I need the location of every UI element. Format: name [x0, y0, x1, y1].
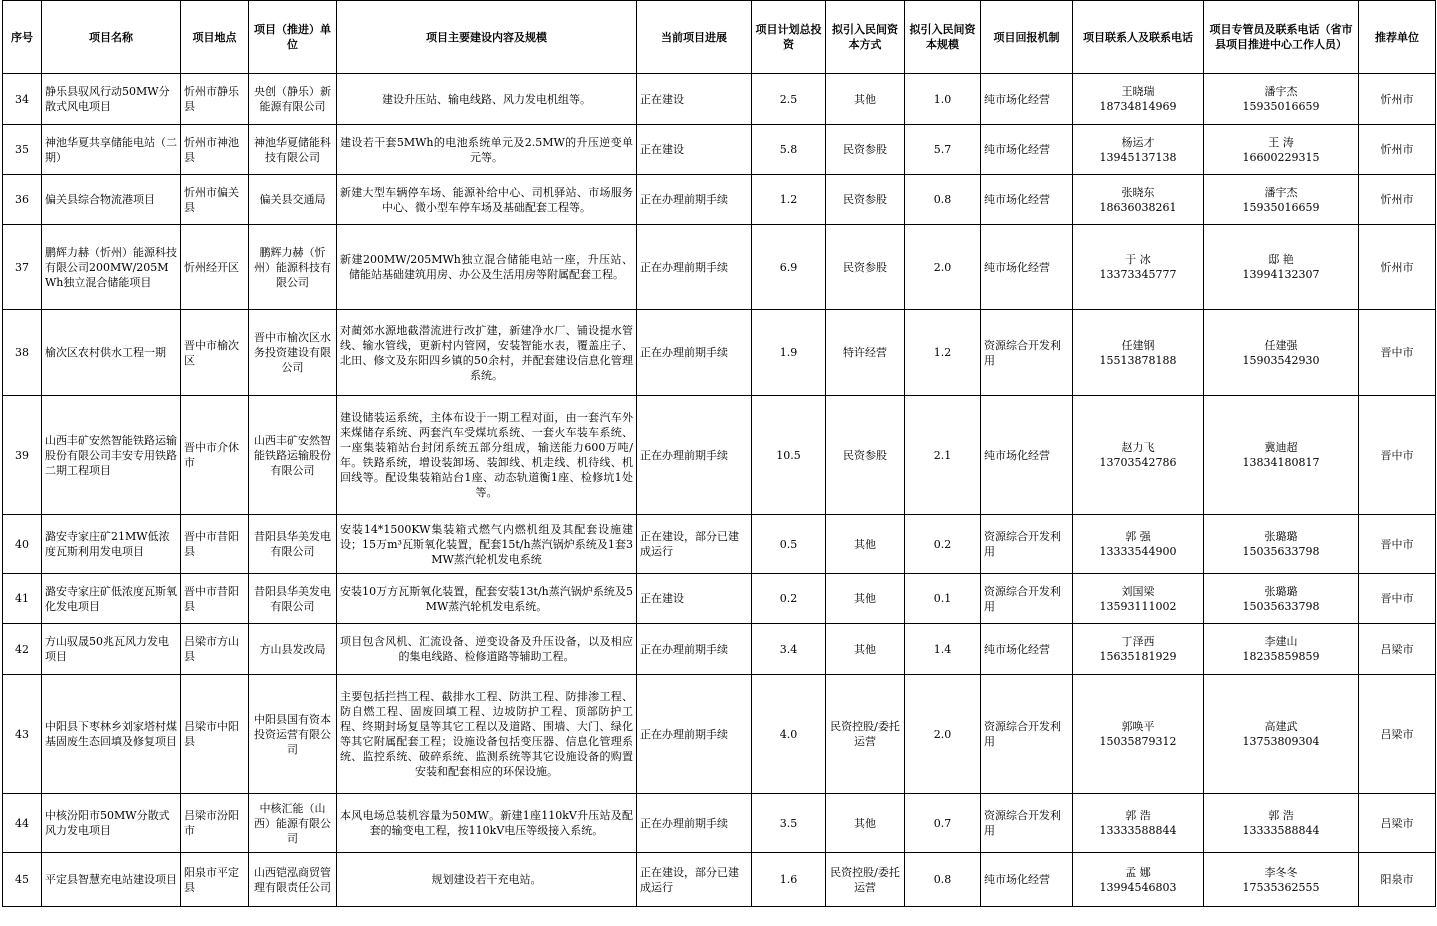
return-mechanism-cell: 纯市场化经营: [981, 175, 1073, 225]
project-name-cell: 榆次区农村供水工程一期: [42, 310, 181, 396]
planned-investment-cell: 1.2: [752, 175, 826, 225]
project-manager-phone: 15035633798: [1242, 599, 1320, 613]
recommending-unit-cell: 吕梁市: [1359, 794, 1436, 853]
row-number-cell: 43: [3, 675, 42, 794]
planned-investment-cell: 10.5: [752, 396, 826, 515]
recommending-unit-cell: 晋中市: [1359, 310, 1436, 396]
capital-scale-cell: 1.0: [905, 74, 981, 125]
project-name-cell: 平定县智慧充电站建设项目: [42, 853, 181, 907]
contact-person-phone: 18636038261: [1099, 200, 1177, 214]
capital-mode-cell: 民资参股: [826, 396, 905, 515]
contact-person-cell: [1073, 574, 1204, 624]
project-manager-phone: 17535362555: [1242, 880, 1320, 894]
project-manager-phone: 15935016659: [1242, 200, 1320, 214]
project-manager-cell: [1204, 396, 1359, 515]
project-manager-name: 李建山: [1264, 635, 1298, 648]
capital-scale-cell: 0.7: [905, 794, 981, 853]
project-unit-cell: 晋中市榆次区水务投资建设有限公司: [249, 310, 337, 396]
project-name-cell: 方山驭晟50兆瓦风力发电项目: [42, 624, 181, 675]
capital-mode-cell: 民资控股/委托运营: [826, 853, 905, 907]
contact-person-phone: 15513878188: [1099, 353, 1177, 367]
project-location-cell: 忻州市偏关县: [181, 175, 249, 225]
project-name-cell: 神池华夏共享储能电站（二期）: [42, 125, 181, 175]
project-progress-cell: 正在办理前期手续: [637, 794, 752, 853]
project-manager-name: 李冬冬: [1264, 865, 1298, 879]
contact-person-name: 孟 娜: [1125, 865, 1151, 879]
return-mechanism-cell: 纯市场化经营: [981, 125, 1073, 175]
project-manager-phone: 15935016659: [1242, 100, 1320, 113]
project-manager-cell: [1204, 74, 1359, 125]
contact-person-name: 王晓瑞: [1121, 85, 1155, 98]
contact-person-name: 于 冰: [1125, 253, 1151, 266]
contact-person-phone: 13373345777: [1099, 268, 1177, 281]
contact-person-name: 杨运才: [1121, 135, 1155, 149]
contact-person-name: 郭 强: [1125, 530, 1151, 543]
return-mechanism-cell: 纯市场化经营: [981, 225, 1073, 310]
contact-person-cell: [1073, 125, 1204, 175]
capital-mode-cell: 其他: [826, 794, 905, 853]
capital-mode-cell: 民资参股: [826, 125, 905, 175]
return-mechanism-cell: 纯市场化经营: [981, 853, 1073, 907]
contact-person-phone: 15035879312: [1099, 735, 1177, 748]
construction-content-cell: 新建大型车辆停车场、能源补给中心、司机驿站、市场服务中心、微小型车停车场及基础配套工程等。: [337, 175, 637, 225]
capital-mode-cell: 其他: [826, 74, 905, 125]
project-table: [2, 0, 1436, 907]
project-manager-phone: 16600229315: [1242, 150, 1320, 164]
capital-scale-cell: 2.0: [905, 675, 981, 794]
row-number-cell: 34: [3, 74, 42, 125]
project-location-cell: 晋中市昔阳县: [181, 574, 249, 624]
project-name-cell: 潞安寺家庄矿21MW低浓度瓦斯利用发电项目: [42, 515, 181, 574]
return-mechanism-cell: 资源综合开发利用: [981, 310, 1073, 396]
capital-mode-cell: 民资参股: [826, 225, 905, 310]
recommending-unit-cell: 晋中市: [1359, 574, 1436, 624]
contact-person-cell: [1073, 225, 1204, 310]
project-location-cell: 晋中市介休市: [181, 396, 249, 515]
planned-investment-cell: 3.4: [752, 624, 826, 675]
contact-person-cell: [1073, 310, 1204, 396]
contact-person-phone: 13333588844: [1099, 824, 1177, 837]
column-header: 项目地点: [181, 1, 249, 74]
project-name-cell: 偏关县综合物流港项目: [42, 175, 181, 225]
project-manager-phone: 13753809304: [1242, 735, 1320, 748]
row-number-cell: 36: [3, 175, 42, 225]
return-mechanism-cell: 资源综合开发利用: [981, 794, 1073, 853]
row-number-cell: 37: [3, 225, 42, 310]
table-row: [3, 794, 1436, 853]
return-mechanism-cell: 资源综合开发利用: [981, 574, 1073, 624]
return-mechanism-cell: 资源综合开发利用: [981, 515, 1073, 574]
project-unit-cell: 山西铠泓商贸管理有限责任公司: [249, 853, 337, 907]
project-manager-cell: [1204, 853, 1359, 907]
capital-mode-cell: 特许经营: [826, 310, 905, 396]
project-manager-cell: [1204, 624, 1359, 675]
capital-mode-cell: 其他: [826, 574, 905, 624]
column-header: 项目回报机制: [981, 1, 1073, 74]
return-mechanism-cell: 资源综合开发利用: [981, 675, 1073, 794]
contact-person-name: 张晓东: [1121, 185, 1155, 199]
project-unit-cell: 昔阳县华美发电有限公司: [249, 574, 337, 624]
column-header: 项目（推进）单位: [249, 1, 337, 74]
column-header: 项目联系人及联系电话: [1073, 1, 1204, 74]
recommending-unit-cell: 吕梁市: [1359, 624, 1436, 675]
column-header: 项目名称: [42, 1, 181, 74]
project-manager-name: 张璐璐: [1264, 584, 1298, 598]
project-unit-cell: 方山县发改局: [249, 624, 337, 675]
table-row: [3, 853, 1436, 907]
planned-investment-cell: 2.5: [752, 74, 826, 125]
project-manager-name: 冀迪超: [1264, 441, 1298, 454]
contact-person-phone: 13994546803: [1099, 880, 1177, 894]
construction-content-cell: 对蔺郊水源地截潜流进行改扩建，新建净水厂、铺设提水管线、输水管线，更新村内管网，安装智能水表，覆盖庄子、北田、修文及东阳四乡镇的50余村，并配套建设信息化管理系统。: [337, 310, 637, 396]
contact-person-cell: [1073, 675, 1204, 794]
table-row: [3, 624, 1436, 675]
planned-investment-cell: 3.5: [752, 794, 826, 853]
table-row: [3, 310, 1436, 396]
contact-person-cell: [1073, 624, 1204, 675]
project-manager-phone: 13994132307: [1242, 268, 1320, 281]
project-progress-cell: 正在建设，部分已建成运行: [637, 515, 752, 574]
contact-person-phone: 13333544900: [1099, 545, 1177, 558]
contact-person-name: 丁泽西: [1121, 635, 1155, 648]
table-row: [3, 675, 1436, 794]
project-unit-cell: 央创（静乐）新能源有限公司: [249, 74, 337, 125]
project-manager-cell: [1204, 310, 1359, 396]
project-unit-cell: 山西丰矿安然智能铁路运输股份有限公司: [249, 396, 337, 515]
contact-person-name: 任建钢: [1121, 338, 1155, 352]
planned-investment-cell: 6.9: [752, 225, 826, 310]
row-number-cell: 38: [3, 310, 42, 396]
project-location-cell: 忻州经开区: [181, 225, 249, 310]
contact-person-cell: [1073, 396, 1204, 515]
project-manager-name: 潘宇杰: [1264, 85, 1298, 98]
planned-investment-cell: 0.5: [752, 515, 826, 574]
project-manager-name: 王 涛: [1268, 135, 1294, 149]
project-manager-cell: [1204, 794, 1359, 853]
column-header: 项目计划总投资: [752, 1, 826, 74]
project-manager-phone: 15903542930: [1242, 353, 1320, 367]
project-manager-phone: 13834180817: [1242, 456, 1320, 469]
project-manager-cell: [1204, 574, 1359, 624]
project-name-cell: 鹏辉力赫（忻州）能源科技有限公司200MW/205MWh独立混合储能项目: [42, 225, 181, 310]
project-manager-name: 郭 浩: [1268, 809, 1294, 822]
recommending-unit-cell: 忻州市: [1359, 74, 1436, 125]
project-unit-cell: 中阳县国有资本投资运营有限公司: [249, 675, 337, 794]
column-header: 拟引入民间资本方式: [826, 1, 905, 74]
contact-person-phone: 13945137138: [1099, 150, 1177, 164]
capital-scale-cell: 5.7: [905, 125, 981, 175]
project-unit-cell: 昔阳县华美发电有限公司: [249, 515, 337, 574]
capital-mode-cell: 民资控股/委托运营: [826, 675, 905, 794]
construction-content-cell: 安装14*1500KW集装箱式燃气内燃机组及其配套设施建设；15万m³瓦斯氧化装置，配套15t/h蒸汽锅炉系统及1套3MW蒸汽轮机发电系统: [337, 515, 637, 574]
contact-person-name: 郭唤平: [1121, 720, 1155, 733]
project-progress-cell: 正在建设，部分已建成运行: [637, 853, 752, 907]
planned-investment-cell: 1.6: [752, 853, 826, 907]
contact-person-name: 刘国梁: [1121, 584, 1155, 598]
project-name-cell: 中核汾阳市50MW分散式风力发电项目: [42, 794, 181, 853]
construction-content-cell: 本风电场总装机容量为50MW。新建1座110kV升压站及配套的输变电工程，按110kV电压等级接入系统。: [337, 794, 637, 853]
column-header: 项目主要建设内容及规模: [337, 1, 637, 74]
project-manager-name: 潘宇杰: [1264, 185, 1298, 199]
contact-person-name: 赵力飞: [1121, 441, 1155, 454]
table-row: [3, 175, 1436, 225]
planned-investment-cell: 4.0: [752, 675, 826, 794]
return-mechanism-cell: 纯市场化经营: [981, 74, 1073, 125]
table-row: [3, 396, 1436, 515]
contact-person-phone: 13703542786: [1099, 456, 1177, 469]
column-header: 当前项目进展: [637, 1, 752, 74]
capital-mode-cell: 民资参股: [826, 175, 905, 225]
capital-scale-cell: 2.1: [905, 396, 981, 515]
planned-investment-cell: 1.9: [752, 310, 826, 396]
project-location-cell: 吕梁市中阳县: [181, 675, 249, 794]
row-number-cell: 39: [3, 396, 42, 515]
project-manager-cell: [1204, 175, 1359, 225]
construction-content-cell: 规划建设若干充电站。: [337, 853, 637, 907]
project-unit-cell: 神池华夏储能科技有限公司: [249, 125, 337, 175]
project-progress-cell: 正在办理前期手续: [637, 310, 752, 396]
capital-scale-cell: 0.8: [905, 175, 981, 225]
construction-content-cell: 建设升压站、输电线路、风力发电机组等。: [337, 74, 637, 125]
contact-person-cell: [1073, 853, 1204, 907]
project-name-cell: 静乐县驭风行动50MW分散式风电项目: [42, 74, 181, 125]
project-progress-cell: 正在建设: [637, 125, 752, 175]
recommending-unit-cell: 晋中市: [1359, 396, 1436, 515]
capital-scale-cell: 1.2: [905, 310, 981, 396]
project-name-cell: 潞安寺家庄矿低浓度瓦斯氧化发电项目: [42, 574, 181, 624]
project-progress-cell: 正在办理前期手续: [637, 396, 752, 515]
construction-content-cell: 安装10万方瓦斯氧化装置，配套安装13t/h蒸汽锅炉系统及5MW蒸汽轮机发电系统。: [337, 574, 637, 624]
recommending-unit-cell: 忻州市: [1359, 125, 1436, 175]
return-mechanism-cell: 纯市场化经营: [981, 396, 1073, 515]
project-location-cell: 忻州市神池县: [181, 125, 249, 175]
table-row: [3, 225, 1436, 310]
capital-mode-cell: 其他: [826, 515, 905, 574]
capital-scale-cell: 0.1: [905, 574, 981, 624]
project-manager-cell: [1204, 225, 1359, 310]
capital-scale-cell: 2.0: [905, 225, 981, 310]
row-number-cell: 44: [3, 794, 42, 853]
contact-person-cell: [1073, 794, 1204, 853]
column-header: 序号: [3, 1, 42, 74]
project-manager-cell: [1204, 515, 1359, 574]
recommending-unit-cell: 忻州市: [1359, 175, 1436, 225]
project-progress-cell: 正在办理前期手续: [637, 175, 752, 225]
recommending-unit-cell: 忻州市: [1359, 225, 1436, 310]
project-location-cell: 忻州市静乐县: [181, 74, 249, 125]
return-mechanism-cell: 纯市场化经营: [981, 624, 1073, 675]
project-manager-name: 张璐璐: [1264, 530, 1298, 543]
project-unit-cell: 偏关县交通局: [249, 175, 337, 225]
contact-person-name: 郭 浩: [1125, 809, 1151, 822]
project-location-cell: 晋中市昔阳县: [181, 515, 249, 574]
project-name-cell: 山西丰矿安然智能铁路运输股份有限公司丰安专用铁路二期工程项目: [42, 396, 181, 515]
project-progress-cell: 正在办理前期手续: [637, 225, 752, 310]
project-location-cell: 吕梁市汾阳市: [181, 794, 249, 853]
project-location-cell: 晋中市榆次区: [181, 310, 249, 396]
column-header: 拟引入民间资本规模: [905, 1, 981, 74]
recommending-unit-cell: 晋中市: [1359, 515, 1436, 574]
project-location-cell: 吕梁市方山县: [181, 624, 249, 675]
project-progress-cell: 正在办理前期手续: [637, 624, 752, 675]
project-manager-phone: 18235859859: [1242, 650, 1320, 663]
project-manager-name: 高建武: [1264, 720, 1298, 733]
project-progress-cell: 正在建设: [637, 74, 752, 125]
row-number-cell: 40: [3, 515, 42, 574]
row-number-cell: 35: [3, 125, 42, 175]
construction-content-cell: 建设储装运系统，主体布设于一期工程对面，由一套汽车外来煤储存系统、两套汽车受煤坑系统、一套火车装车系统、一座集装箱站台封闭系统五部分组成，输送能力600万吨/年。铁路系统，增设装卸场、装卸线、机走线、机待线、机回线等。配设集装箱站台1座、动态轨道衡1座、检修坑1处等。: [337, 396, 637, 515]
project-manager-phone: 15035633798: [1242, 545, 1320, 558]
contact-person-cell: [1073, 74, 1204, 125]
construction-content-cell: 新建200MW/205MWh独立混合储能电站一座，升压站、储能站基础建筑用房、办公及生活用房等附属配套工程。: [337, 225, 637, 310]
project-manager-cell: [1204, 125, 1359, 175]
capital-mode-cell: 其他: [826, 624, 905, 675]
project-progress-cell: 正在办理前期手续: [637, 675, 752, 794]
project-unit-cell: 中核汇能（山西）能源有限公司: [249, 794, 337, 853]
project-progress-cell: 正在建设: [637, 574, 752, 624]
contact-person-cell: [1073, 175, 1204, 225]
contact-person-phone: 15635181929: [1099, 650, 1177, 663]
table-row: [3, 515, 1436, 574]
project-location-cell: 阳泉市平定县: [181, 853, 249, 907]
contact-person-phone: 18734814969: [1099, 100, 1177, 113]
project-manager-phone: 13333588844: [1242, 824, 1320, 837]
column-header: 推荐单位: [1359, 1, 1436, 74]
table-row: [3, 74, 1436, 125]
recommending-unit-cell: 阳泉市: [1359, 853, 1436, 907]
project-unit-cell: 鹏辉力赫（忻州）能源科技有限公司: [249, 225, 337, 310]
project-manager-name: 任建强: [1264, 338, 1298, 352]
planned-investment-cell: 5.8: [752, 125, 826, 175]
contact-person-phone: 13593111002: [1099, 599, 1177, 613]
contact-person-cell: [1073, 515, 1204, 574]
construction-content-cell: 建设若干套5MWh的电池系统单元及2.5MW的升压逆变单元等。: [337, 125, 637, 175]
row-number-cell: 45: [3, 853, 42, 907]
project-manager-name: 邸 艳: [1268, 253, 1294, 266]
capital-scale-cell: 1.4: [905, 624, 981, 675]
capital-scale-cell: 0.2: [905, 515, 981, 574]
construction-content-cell: 项目包含风机、汇流设备、逆变设备及升压设备，以及相应的集电线路、检修道路等辅助工程。: [337, 624, 637, 675]
recommending-unit-cell: 吕梁市: [1359, 675, 1436, 794]
column-header: 项目专管员及联系电话（省市县项目推进中心工作人员）: [1204, 1, 1359, 74]
construction-content-cell: 主要包括拦挡工程、截排水工程、防洪工程、防排渗工程、防自燃工程、固废回填工程、边坡防护工程、顶部防护工程、终期封场复垦等其它工程以及道路、围墙、大门、绿化等其它附属配套工程；设施设备包括变压器、信息化管理系统、监控系统、破碎系统、监测系统等其它设施设备的购置安装和配套相应的环保设施。: [337, 675, 637, 794]
header-row: [3, 1, 1436, 74]
table-row: [3, 574, 1436, 624]
project-name-cell: 中阳县下枣林乡刘家塔村煤基固废生态回填及修复项目: [42, 675, 181, 794]
row-number-cell: 42: [3, 624, 42, 675]
project-manager-cell: [1204, 675, 1359, 794]
table-row: [3, 125, 1436, 175]
planned-investment-cell: 0.2: [752, 574, 826, 624]
capital-scale-cell: 0.8: [905, 853, 981, 907]
row-number-cell: 41: [3, 574, 42, 624]
